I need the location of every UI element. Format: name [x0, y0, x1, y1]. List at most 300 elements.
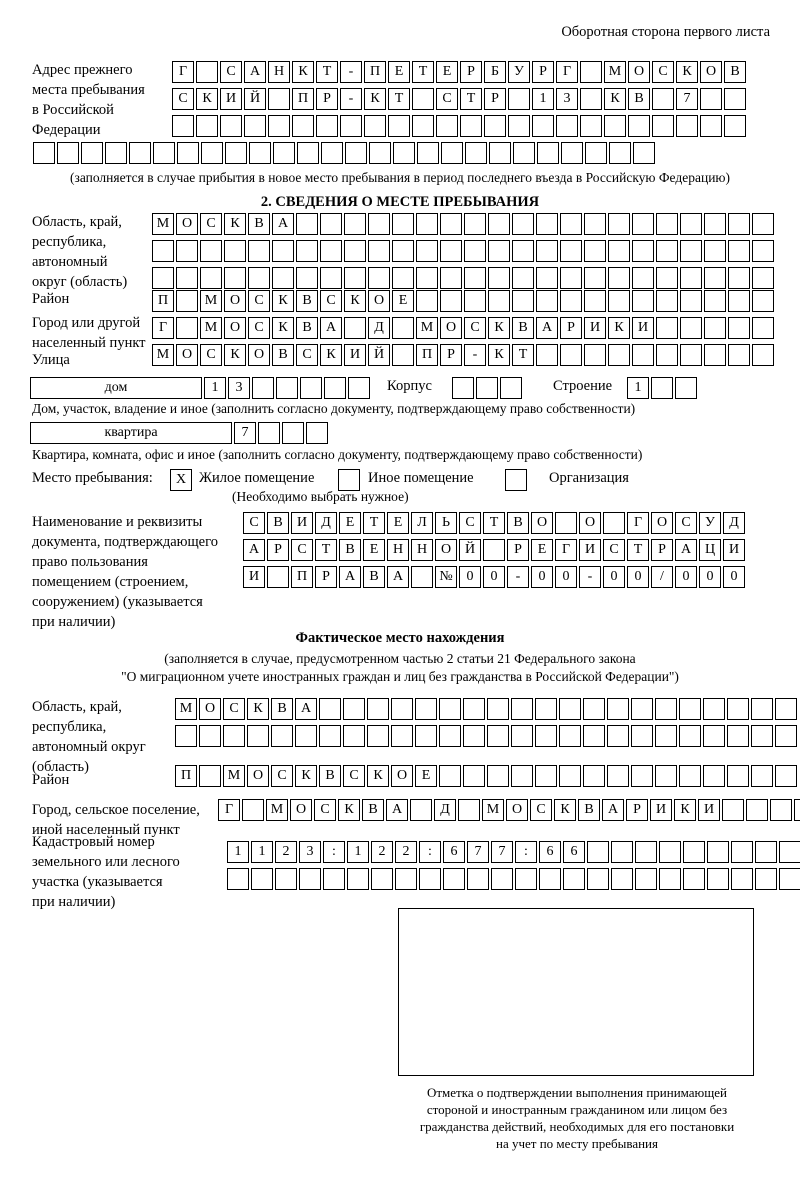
region-r1-cell-11[interactable] — [416, 213, 438, 235]
actual-region-r2-cell-4[interactable] — [271, 725, 293, 747]
city-cell-18[interactable]: И — [584, 317, 606, 339]
doc-r3-cell-4[interactable]: А — [339, 566, 361, 588]
doc-r3-cell-3[interactable]: Р — [315, 566, 337, 588]
doc-r1-cell-8[interactable]: Ь — [435, 512, 457, 534]
actual-city-cell-8[interactable] — [410, 799, 432, 821]
actual-region-r2-cell-16[interactable] — [559, 725, 581, 747]
region-row-1[interactable] — [152, 213, 776, 235]
actual-district-cell-15[interactable] — [535, 765, 557, 787]
doc-r2-cell-6[interactable]: Н — [387, 539, 409, 561]
prev-address-r4-cell-0[interactable] — [33, 142, 55, 164]
actual-city-cell-10[interactable] — [458, 799, 480, 821]
region-r3-cell-0[interactable] — [152, 267, 174, 289]
region-r3-cell-11[interactable] — [416, 267, 438, 289]
city-cell-22[interactable] — [680, 317, 702, 339]
region-r3-cell-10[interactable] — [392, 267, 414, 289]
actual-region-r2-cell-18[interactable] — [607, 725, 629, 747]
actual-city-cell-6[interactable]: В — [362, 799, 384, 821]
actual-city-cell-12[interactable]: О — [506, 799, 528, 821]
region-r1-cell-1[interactable]: О — [176, 213, 198, 235]
actual-city-cell-22[interactable] — [746, 799, 768, 821]
city-cell-14[interactable]: К — [488, 317, 510, 339]
doc-r2-cell-7[interactable]: Н — [411, 539, 433, 561]
prev-address-r1-cell-4[interactable]: Н — [268, 61, 290, 83]
actual-region-r2-cell-20[interactable] — [655, 725, 677, 747]
doc-r1-cell-18[interactable]: С — [675, 512, 697, 534]
prev-address-r1-cell-11[interactable]: Е — [436, 61, 458, 83]
cadastral-r1-cell-8[interactable]: : — [419, 841, 441, 863]
cadastral-r2-cell-22[interactable] — [755, 868, 777, 890]
district-cell-22[interactable] — [680, 290, 702, 312]
cadastral-r2-cell-10[interactable] — [467, 868, 489, 890]
actual-city-cell-16[interactable]: А — [602, 799, 624, 821]
doc-r3-cell-16[interactable]: 0 — [627, 566, 649, 588]
district-cell-19[interactable] — [608, 290, 630, 312]
cadastral-r1-cell-1[interactable]: 1 — [251, 841, 273, 863]
cadastral-r1-cell-3[interactable]: 3 — [299, 841, 321, 863]
region-r3-cell-7[interactable] — [320, 267, 342, 289]
region-r3-cell-19[interactable] — [608, 267, 630, 289]
cadastral-r2-cell-20[interactable] — [707, 868, 729, 890]
actual-city-cell-5[interactable]: К — [338, 799, 360, 821]
region-r2-cell-24[interactable] — [728, 240, 750, 262]
city-cell-10[interactable] — [392, 317, 414, 339]
korpus-cell-0[interactable] — [452, 377, 474, 399]
cadastral-r2-cell-7[interactable] — [395, 868, 417, 890]
doc-r3-cell-20[interactable]: 0 — [723, 566, 745, 588]
region-r2-cell-7[interactable] — [320, 240, 342, 262]
region-r2-cell-6[interactable] — [296, 240, 318, 262]
actual-district-row[interactable] — [175, 765, 799, 787]
doc-r2-cell-4[interactable]: В — [339, 539, 361, 561]
region-r1-cell-21[interactable] — [656, 213, 678, 235]
prev-address-r1-cell-1[interactable] — [196, 61, 218, 83]
prev-address-r3-cell-13[interactable] — [484, 115, 506, 137]
prev-address-r3-cell-18[interactable] — [604, 115, 626, 137]
cadastral-r1-cell-0[interactable]: 1 — [227, 841, 249, 863]
doc-r1-cell-3[interactable]: Д — [315, 512, 337, 534]
prev-address-row-1[interactable] — [172, 61, 748, 83]
doc-r1-cell-15[interactable] — [603, 512, 625, 534]
house-cells[interactable] — [204, 377, 372, 399]
prev-address-r3-cell-5[interactable] — [292, 115, 314, 137]
district-cell-10[interactable]: Е — [392, 290, 414, 312]
doc-r2-cell-14[interactable]: И — [579, 539, 601, 561]
actual-district-cell-18[interactable] — [607, 765, 629, 787]
actual-region-r2-cell-25[interactable] — [775, 725, 797, 747]
prev-address-r1-cell-6[interactable]: Т — [316, 61, 338, 83]
actual-region-r1-cell-17[interactable] — [583, 698, 605, 720]
region-r2-cell-22[interactable] — [680, 240, 702, 262]
region-r3-cell-15[interactable] — [512, 267, 534, 289]
district-row[interactable] — [152, 290, 776, 312]
region-r3-cell-4[interactable] — [248, 267, 270, 289]
actual-region-r2-cell-17[interactable] — [583, 725, 605, 747]
prev-address-r1-cell-20[interactable]: С — [652, 61, 674, 83]
region-r2-cell-20[interactable] — [632, 240, 654, 262]
prev-address-r3-cell-23[interactable] — [724, 115, 746, 137]
doc-row-3[interactable] — [243, 566, 747, 588]
cadastral-r1-cell-10[interactable]: 7 — [467, 841, 489, 863]
doc-r1-cell-10[interactable]: Т — [483, 512, 505, 534]
region-r1-cell-25[interactable] — [752, 213, 774, 235]
region-r1-cell-10[interactable] — [392, 213, 414, 235]
cadastral-r1-cell-16[interactable] — [611, 841, 633, 863]
region-r3-cell-18[interactable] — [584, 267, 606, 289]
actual-region-r1-cell-16[interactable] — [559, 698, 581, 720]
stroenie-cells[interactable] — [627, 377, 699, 399]
city-cell-1[interactable] — [176, 317, 198, 339]
region-r1-cell-2[interactable]: С — [200, 213, 222, 235]
actual-region-r2-cell-3[interactable] — [247, 725, 269, 747]
actual-district-cell-14[interactable] — [511, 765, 533, 787]
actual-region-r1-cell-18[interactable] — [607, 698, 629, 720]
street-cell-23[interactable] — [704, 344, 726, 366]
prev-address-r3-cell-0[interactable] — [172, 115, 194, 137]
prev-address-r4-cell-2[interactable] — [81, 142, 103, 164]
prev-address-r3-cell-8[interactable] — [364, 115, 386, 137]
house-cell-0[interactable]: 1 — [204, 377, 226, 399]
actual-region-row-1[interactable] — [175, 698, 799, 720]
doc-r2-cell-15[interactable]: С — [603, 539, 625, 561]
doc-r2-cell-8[interactable]: О — [435, 539, 457, 561]
street-cell-17[interactable] — [560, 344, 582, 366]
region-r1-cell-0[interactable]: М — [152, 213, 174, 235]
actual-region-r1-cell-1[interactable]: О — [199, 698, 221, 720]
prev-address-r3-cell-14[interactable] — [508, 115, 530, 137]
korpus-cell-1[interactable] — [476, 377, 498, 399]
actual-region-r1-cell-9[interactable] — [391, 698, 413, 720]
city-cell-15[interactable]: В — [512, 317, 534, 339]
doc-r1-cell-4[interactable]: Е — [339, 512, 361, 534]
prev-address-r4-cell-8[interactable] — [225, 142, 247, 164]
house-cell-4[interactable] — [300, 377, 322, 399]
actual-region-r1-cell-3[interactable]: К — [247, 698, 269, 720]
actual-district-cell-4[interactable]: С — [271, 765, 293, 787]
korpus-cells[interactable] — [452, 377, 524, 399]
prev-address-r4-cell-21[interactable] — [537, 142, 559, 164]
prev-address-r1-cell-5[interactable]: К — [292, 61, 314, 83]
house-cell-6[interactable] — [348, 377, 370, 399]
cadastral-r1-cell-6[interactable]: 2 — [371, 841, 393, 863]
region-r1-cell-14[interactable] — [488, 213, 510, 235]
region-r1-cell-13[interactable] — [464, 213, 486, 235]
actual-city-cell-2[interactable]: М — [266, 799, 288, 821]
actual-city-cell-19[interactable]: К — [674, 799, 696, 821]
city-cell-16[interactable]: А — [536, 317, 558, 339]
cadastral-r1-cell-2[interactable]: 2 — [275, 841, 297, 863]
region-r2-cell-9[interactable] — [368, 240, 390, 262]
doc-r1-cell-7[interactable]: Л — [411, 512, 433, 534]
prev-address-r3-cell-17[interactable] — [580, 115, 602, 137]
actual-region-r1-cell-20[interactable] — [655, 698, 677, 720]
cadastral-r1-cell-23[interactable] — [779, 841, 800, 863]
actual-region-r2-cell-12[interactable] — [463, 725, 485, 747]
prev-address-r2-cell-13[interactable]: Р — [484, 88, 506, 110]
prev-address-r4-cell-1[interactable] — [57, 142, 79, 164]
cadastral-r1-cell-4[interactable]: : — [323, 841, 345, 863]
actual-region-r1-cell-24[interactable] — [751, 698, 773, 720]
prev-address-r1-cell-2[interactable]: С — [220, 61, 242, 83]
doc-r2-cell-9[interactable]: Й — [459, 539, 481, 561]
prev-address-r3-cell-2[interactable] — [220, 115, 242, 137]
prev-address-r3-cell-12[interactable] — [460, 115, 482, 137]
region-r3-cell-2[interactable] — [200, 267, 222, 289]
actual-district-cell-23[interactable] — [727, 765, 749, 787]
doc-r1-cell-1[interactable]: В — [267, 512, 289, 534]
prev-address-r1-cell-23[interactable]: В — [724, 61, 746, 83]
region-r2-cell-4[interactable] — [248, 240, 270, 262]
doc-r1-cell-14[interactable]: О — [579, 512, 601, 534]
street-cell-2[interactable]: С — [200, 344, 222, 366]
actual-city-cell-17[interactable]: Р — [626, 799, 648, 821]
cadastral-r1-cell-7[interactable]: 2 — [395, 841, 417, 863]
doc-r3-cell-6[interactable]: А — [387, 566, 409, 588]
cadastral-r1-cell-18[interactable] — [659, 841, 681, 863]
actual-region-r2-cell-8[interactable] — [367, 725, 389, 747]
region-r2-cell-5[interactable] — [272, 240, 294, 262]
district-cell-9[interactable]: О — [368, 290, 390, 312]
actual-city-cell-20[interactable]: И — [698, 799, 720, 821]
stroenie-cell-1[interactable] — [651, 377, 673, 399]
actual-region-r2-cell-5[interactable] — [295, 725, 317, 747]
actual-region-r2-cell-9[interactable] — [391, 725, 413, 747]
prev-address-row-4[interactable] — [33, 142, 657, 164]
actual-region-r2-cell-11[interactable] — [439, 725, 461, 747]
region-r3-cell-24[interactable] — [728, 267, 750, 289]
actual-district-cell-8[interactable]: К — [367, 765, 389, 787]
region-r2-cell-13[interactable] — [464, 240, 486, 262]
district-cell-5[interactable]: К — [272, 290, 294, 312]
prev-address-r4-cell-6[interactable] — [177, 142, 199, 164]
street-row[interactable] — [152, 344, 776, 366]
doc-row-2[interactable] — [243, 539, 747, 561]
actual-city-cell-14[interactable]: К — [554, 799, 576, 821]
region-r1-cell-15[interactable] — [512, 213, 534, 235]
prev-address-r2-cell-10[interactable] — [412, 88, 434, 110]
doc-r1-cell-20[interactable]: Д — [723, 512, 745, 534]
actual-region-row-2[interactable] — [175, 725, 799, 747]
prev-address-r3-cell-1[interactable] — [196, 115, 218, 137]
cadastral-r2-cell-21[interactable] — [731, 868, 753, 890]
cadastral-r1-cell-21[interactable] — [731, 841, 753, 863]
region-r2-cell-10[interactable] — [392, 240, 414, 262]
doc-r2-cell-1[interactable]: Р — [267, 539, 289, 561]
actual-district-cell-20[interactable] — [655, 765, 677, 787]
actual-region-r1-cell-14[interactable] — [511, 698, 533, 720]
actual-region-r1-cell-6[interactable] — [319, 698, 341, 720]
district-cell-8[interactable]: К — [344, 290, 366, 312]
prev-address-r1-cell-18[interactable]: М — [604, 61, 626, 83]
prev-address-r2-cell-18[interactable]: К — [604, 88, 626, 110]
city-cell-3[interactable]: О — [224, 317, 246, 339]
region-r2-cell-0[interactable] — [152, 240, 174, 262]
actual-region-r1-cell-15[interactable] — [535, 698, 557, 720]
street-cell-14[interactable]: К — [488, 344, 510, 366]
city-cell-8[interactable] — [344, 317, 366, 339]
cadastral-r2-cell-2[interactable] — [275, 868, 297, 890]
doc-r2-cell-2[interactable]: С — [291, 539, 313, 561]
region-r3-cell-25[interactable] — [752, 267, 774, 289]
prev-address-r1-cell-12[interactable]: Р — [460, 61, 482, 83]
actual-city-cell-11[interactable]: М — [482, 799, 504, 821]
actual-city-cell-7[interactable]: А — [386, 799, 408, 821]
city-cell-2[interactable]: М — [200, 317, 222, 339]
cadastral-r2-cell-1[interactable] — [251, 868, 273, 890]
cadastral-r2-cell-9[interactable] — [443, 868, 465, 890]
prev-address-r3-cell-21[interactable] — [676, 115, 698, 137]
actual-district-cell-25[interactable] — [775, 765, 797, 787]
flat-cells[interactable] — [234, 422, 330, 444]
prev-address-r2-cell-5[interactable]: П — [292, 88, 314, 110]
actual-city-cell-9[interactable]: Д — [434, 799, 456, 821]
doc-r1-cell-17[interactable]: О — [651, 512, 673, 534]
prev-address-r4-cell-11[interactable] — [297, 142, 319, 164]
prev-address-r2-cell-17[interactable] — [580, 88, 602, 110]
actual-region-r1-cell-21[interactable] — [679, 698, 701, 720]
region-row-3[interactable] — [152, 267, 776, 289]
city-cell-24[interactable] — [728, 317, 750, 339]
cadastral-r2-cell-4[interactable] — [323, 868, 345, 890]
prev-address-r4-cell-24[interactable] — [609, 142, 631, 164]
doc-r2-cell-20[interactable]: И — [723, 539, 745, 561]
prev-address-r2-cell-6[interactable]: Р — [316, 88, 338, 110]
region-r3-cell-13[interactable] — [464, 267, 486, 289]
street-cell-25[interactable] — [752, 344, 774, 366]
doc-r1-cell-6[interactable]: Е — [387, 512, 409, 534]
prev-address-r2-cell-11[interactable]: С — [436, 88, 458, 110]
prev-address-r2-cell-23[interactable] — [724, 88, 746, 110]
doc-r2-cell-5[interactable]: Е — [363, 539, 385, 561]
region-r2-cell-23[interactable] — [704, 240, 726, 262]
region-r1-cell-4[interactable]: В — [248, 213, 270, 235]
street-cell-18[interactable] — [584, 344, 606, 366]
doc-r2-cell-12[interactable]: Е — [531, 539, 553, 561]
prev-address-row-2[interactable] — [172, 88, 748, 110]
district-cell-2[interactable]: М — [200, 290, 222, 312]
cadastral-r1-cell-15[interactable] — [587, 841, 609, 863]
prev-address-r4-cell-16[interactable] — [417, 142, 439, 164]
prev-address-r1-cell-10[interactable]: Т — [412, 61, 434, 83]
actual-district-cell-0[interactable]: П — [175, 765, 197, 787]
region-r3-cell-20[interactable] — [632, 267, 654, 289]
doc-r2-cell-0[interactable]: А — [243, 539, 265, 561]
cadastral-r2-cell-15[interactable] — [587, 868, 609, 890]
region-r3-cell-5[interactable] — [272, 267, 294, 289]
district-cell-23[interactable] — [704, 290, 726, 312]
actual-district-cell-21[interactable] — [679, 765, 701, 787]
flat-cell-0[interactable]: 7 — [234, 422, 256, 444]
flat-cell-2[interactable] — [282, 422, 304, 444]
city-cell-12[interactable]: О — [440, 317, 462, 339]
checkbox-zhiloe[interactable]: Х — [170, 469, 192, 491]
doc-r3-cell-9[interactable]: 0 — [459, 566, 481, 588]
doc-r1-cell-5[interactable]: Т — [363, 512, 385, 534]
doc-r3-cell-14[interactable]: - — [579, 566, 601, 588]
actual-region-r1-cell-5[interactable]: А — [295, 698, 317, 720]
region-r2-cell-12[interactable] — [440, 240, 462, 262]
district-cell-7[interactable]: С — [320, 290, 342, 312]
actual-city-cell-18[interactable]: И — [650, 799, 672, 821]
prev-address-r3-cell-11[interactable] — [436, 115, 458, 137]
prev-address-r4-cell-15[interactable] — [393, 142, 415, 164]
actual-region-r1-cell-7[interactable] — [343, 698, 365, 720]
cadastral-row-1[interactable] — [227, 841, 800, 863]
doc-row-1[interactable] — [243, 512, 747, 534]
doc-r1-cell-13[interactable] — [555, 512, 577, 534]
street-cell-21[interactable] — [656, 344, 678, 366]
prev-address-r1-cell-3[interactable]: А — [244, 61, 266, 83]
prev-address-r1-cell-8[interactable]: П — [364, 61, 386, 83]
actual-region-r2-cell-0[interactable] — [175, 725, 197, 747]
street-cell-1[interactable]: О — [176, 344, 198, 366]
actual-region-r1-cell-2[interactable]: С — [223, 698, 245, 720]
prev-address-r3-cell-10[interactable] — [412, 115, 434, 137]
district-cell-4[interactable]: С — [248, 290, 270, 312]
doc-r1-cell-0[interactable]: С — [243, 512, 265, 534]
doc-r1-cell-2[interactable]: И — [291, 512, 313, 534]
city-cell-11[interactable]: М — [416, 317, 438, 339]
city-cell-0[interactable]: Г — [152, 317, 174, 339]
district-cell-11[interactable] — [416, 290, 438, 312]
region-r2-cell-3[interactable] — [224, 240, 246, 262]
actual-district-cell-3[interactable]: О — [247, 765, 269, 787]
actual-region-r2-cell-1[interactable] — [199, 725, 221, 747]
region-r3-cell-21[interactable] — [656, 267, 678, 289]
cadastral-r2-cell-17[interactable] — [635, 868, 657, 890]
stamp-box[interactable] — [398, 908, 754, 1076]
prev-address-r2-cell-8[interactable]: К — [364, 88, 386, 110]
cadastral-r2-cell-18[interactable] — [659, 868, 681, 890]
city-cell-7[interactable]: А — [320, 317, 342, 339]
actual-region-r2-cell-2[interactable] — [223, 725, 245, 747]
cadastral-row-2[interactable] — [227, 868, 800, 890]
actual-region-r2-cell-19[interactable] — [631, 725, 653, 747]
actual-region-r1-cell-22[interactable] — [703, 698, 725, 720]
actual-district-cell-10[interactable]: Е — [415, 765, 437, 787]
region-r2-cell-15[interactable] — [512, 240, 534, 262]
city-row[interactable] — [152, 317, 776, 339]
region-r1-cell-23[interactable] — [704, 213, 726, 235]
prev-address-r2-cell-1[interactable]: К — [196, 88, 218, 110]
region-r1-cell-6[interactable] — [296, 213, 318, 235]
actual-district-cell-17[interactable] — [583, 765, 605, 787]
actual-region-r1-cell-4[interactable]: В — [271, 698, 293, 720]
cadastral-r2-cell-14[interactable] — [563, 868, 585, 890]
actual-city-cell-23[interactable] — [770, 799, 792, 821]
city-cell-23[interactable] — [704, 317, 726, 339]
actual-region-r2-cell-7[interactable] — [343, 725, 365, 747]
street-cell-15[interactable]: Т — [512, 344, 534, 366]
region-r3-cell-12[interactable] — [440, 267, 462, 289]
doc-r3-cell-0[interactable]: И — [243, 566, 265, 588]
region-r2-cell-11[interactable] — [416, 240, 438, 262]
region-r1-cell-17[interactable] — [560, 213, 582, 235]
region-r3-cell-16[interactable] — [536, 267, 558, 289]
street-cell-10[interactable] — [392, 344, 414, 366]
prev-address-r4-cell-19[interactable] — [489, 142, 511, 164]
district-cell-25[interactable] — [752, 290, 774, 312]
region-r2-cell-21[interactable] — [656, 240, 678, 262]
district-cell-13[interactable] — [464, 290, 486, 312]
region-r3-cell-23[interactable] — [704, 267, 726, 289]
street-cell-6[interactable]: С — [296, 344, 318, 366]
district-cell-17[interactable] — [560, 290, 582, 312]
district-cell-16[interactable] — [536, 290, 558, 312]
doc-r3-cell-1[interactable] — [267, 566, 289, 588]
region-r3-cell-8[interactable] — [344, 267, 366, 289]
street-cell-24[interactable] — [728, 344, 750, 366]
